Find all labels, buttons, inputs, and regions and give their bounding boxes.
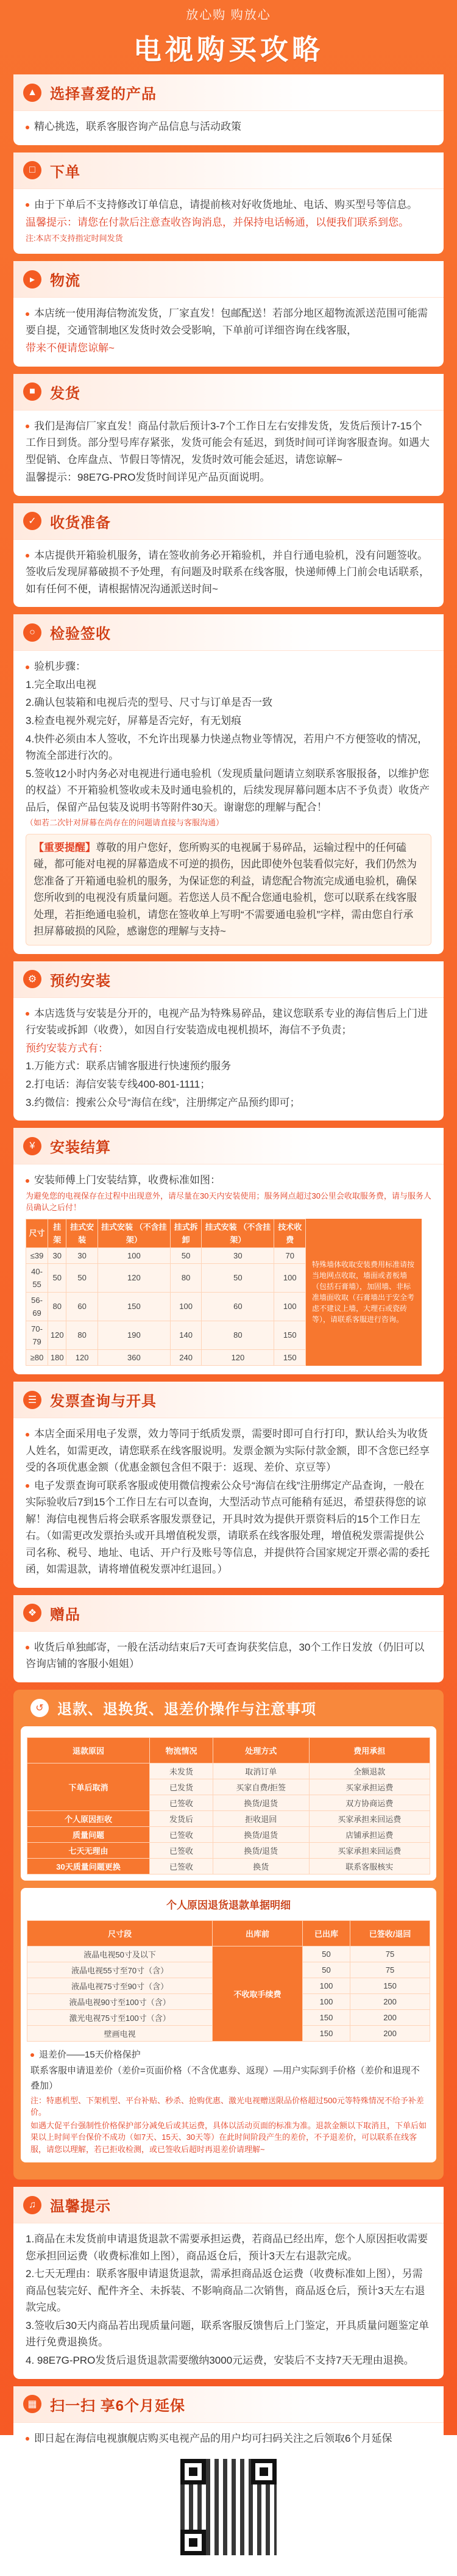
table-cell: 120 xyxy=(48,1321,66,1349)
table-cell: 70-79 xyxy=(26,1321,48,1349)
section-title-receive xyxy=(13,503,444,540)
table-cell: 激光电视75寸至100寸（含） xyxy=(27,2009,213,2025)
table-cell: 240 xyxy=(170,1350,202,1366)
table-cell: 已签收 xyxy=(150,1795,213,1810)
inspect-step: 1.完全取出电视 xyxy=(26,678,97,691)
magnifier-icon: ○ xyxy=(23,623,41,642)
cart-icon: □ xyxy=(23,161,41,179)
table-row xyxy=(27,1763,430,1779)
table-cell: 150 xyxy=(302,2025,350,2041)
section-order xyxy=(13,152,444,254)
bell-icon: ♫ xyxy=(23,2196,41,2214)
section-inspect xyxy=(13,614,444,953)
section-invoice xyxy=(13,1382,444,1588)
section-heading: 发票查询与开具 xyxy=(50,1393,157,1410)
section-heading: 物流 xyxy=(50,273,80,290)
section-text: 本店统一使用海信物流发货，厂家直发！包邮配送！若部分地区超物流派送范围可能需要自提，交通管制地区发货时效会受影响，下单前可详细咨询在线客服， xyxy=(26,305,431,339)
table-cell: ≥80 xyxy=(26,1350,48,1366)
table-cell: 100 xyxy=(302,1993,350,2009)
logistics-note: 带来不便请您谅解~ xyxy=(26,342,115,354)
section-heading: 赠品 xyxy=(50,1606,80,1623)
table-header: 已签收/退回 xyxy=(350,1920,430,1946)
inspect-note: （如若二次针对屏幕在尚存在的问题请直接与客服沟通） xyxy=(26,818,224,828)
section-text: 精心挑选，联系客服咨询产品信息与活动政策 xyxy=(26,118,431,135)
table-row xyxy=(27,1858,430,1874)
section-text: 收货后单独邮寄，一般在活动结束后7天可查询获奖信息，30个工作日发放（仍旧可以咨询店铺的客服小姐姐） xyxy=(26,1639,431,1673)
refund-icon: ↺ xyxy=(30,1699,49,1717)
table-row xyxy=(26,1292,306,1321)
table-cell: 100 xyxy=(170,1292,202,1321)
table-cell: 已签收 xyxy=(150,1842,213,1858)
table-header: 物流情况 xyxy=(150,1737,213,1763)
table-cell: 30 xyxy=(66,1247,98,1263)
table-cell: 买家承担来回运费 xyxy=(309,1842,430,1858)
section-heading: 检验签收 xyxy=(50,626,111,643)
table-header: 处理方式 xyxy=(213,1737,309,1763)
table-cell: 换货 xyxy=(213,1858,309,1874)
table-cell: 150 xyxy=(274,1350,306,1366)
table-cell: 30 xyxy=(48,1247,66,1263)
table-cell: 液晶电视50寸及以下 xyxy=(27,1946,213,1962)
section-heading: 温馨提示 xyxy=(50,2198,111,2215)
section-heading: 选择喜爱的产品 xyxy=(50,86,157,102)
inspect-step: 4.快件必须由本人签收，不允许出现暴力快递点物业等情况，若用户不方便签收的情况，物流全部进行次的。 xyxy=(26,733,428,762)
section-heading: 退款、退换货、退差价操作与注意事项 xyxy=(57,1701,316,1718)
table-cell: 七天无理由 xyxy=(27,1842,150,1858)
table-cell: 100 xyxy=(97,1247,170,1263)
table-row xyxy=(27,1842,430,1858)
section-shipping xyxy=(13,374,444,496)
section-refund xyxy=(13,1690,444,2180)
inspect-step: 3.检查电视外观完好，屏幕是否完好，有无划痕 xyxy=(26,715,242,727)
table-cell: 60 xyxy=(202,1292,274,1321)
no-fee-cell: 不收取手续费 xyxy=(213,1946,303,2041)
table-row xyxy=(27,1826,430,1842)
table-cell: 50 xyxy=(302,1962,350,1978)
important-reminder xyxy=(26,834,431,945)
table-cell: 40-55 xyxy=(26,1263,48,1292)
refund-table-card xyxy=(21,1726,436,1881)
table-header: 已出库 xyxy=(302,1920,350,1946)
section-title-invoice xyxy=(13,1382,444,1418)
table-cell: 120 xyxy=(66,1350,98,1366)
table-header: 技术收费 xyxy=(274,1219,306,1247)
table-header: 出库前 xyxy=(213,1920,303,1946)
section-text: 由于下单后不支持修改订单信息，请提前核对好收货地址、电话、购买型号等信息。 xyxy=(26,196,431,213)
section-install xyxy=(13,961,444,1121)
table-cell: 80 xyxy=(66,1321,98,1349)
important-label: 【重要提醒】 xyxy=(34,841,96,853)
table-cell: 全额退款 xyxy=(309,1763,430,1779)
table-cell: 拒收退回 xyxy=(213,1810,309,1826)
section-title-order xyxy=(13,152,444,189)
table-cell: ≤39 xyxy=(26,1247,48,1263)
table-row xyxy=(27,1946,430,1962)
table-cell: 120 xyxy=(202,1350,274,1366)
section-text: 安装师傅上门安装结算，收费标准如图： xyxy=(26,1172,431,1189)
section-title-refund xyxy=(21,1690,436,1726)
section-fees xyxy=(13,1128,444,1374)
section-title-scan xyxy=(13,2386,444,2423)
table-cell: 150 xyxy=(350,1978,430,1993)
table-cell: 60 xyxy=(66,1292,98,1321)
table-cell: 50 xyxy=(66,1263,98,1292)
section-gift xyxy=(13,1595,444,1682)
table-cell: 液晶电视55寸至70寸（含） xyxy=(27,1962,213,1978)
install-method: 3.约微信：搜索公众号“海信在线”，注册绑定产品预约即可； xyxy=(26,1096,300,1108)
warm-item: 4. 98E7G-PRO发货后退货退款需要缴纳3000元运费，安装后不支持7天无理由退换。 xyxy=(26,2355,414,2367)
install-method: 1.万能方式：联系店铺客服进行快速预约服务 xyxy=(26,1060,232,1072)
section-heading: 安装结算 xyxy=(50,1139,111,1157)
table-cell: 100 xyxy=(302,1978,350,1993)
table-cell: 190 xyxy=(97,1321,170,1349)
page-title: 电视购买攻略 xyxy=(133,34,324,65)
table-header: 挂式安装 xyxy=(66,1219,98,1247)
page-subtitle: 放心购 购放心 xyxy=(186,9,271,22)
table-cell: 80 xyxy=(202,1321,274,1349)
table-cell: 80 xyxy=(170,1263,202,1292)
table-row xyxy=(26,1263,306,1292)
section-title-fees xyxy=(13,1128,444,1164)
order-tip: 温馨提示：请您在付款后注意查收咨询消息，并保持电话畅通，以便我们联系到您。 xyxy=(26,217,409,229)
table-cell: 买家自费/拒签 xyxy=(213,1779,309,1795)
table-row xyxy=(27,1810,430,1826)
table-cell: 未发货 xyxy=(150,1763,213,1779)
money-icon: ¥ xyxy=(23,1137,41,1155)
table-cell: 50 xyxy=(170,1247,202,1263)
section-heading: 发货 xyxy=(50,385,80,402)
warm-item: 1.商品在未发货前申请退货退款不需要承担运费，若商品已经出库，您个人原因拒收需要您承担回运费（收费标准如上图），商品返仓后，预计3天左右退款完成。 xyxy=(26,2233,428,2262)
table-cell: 50 xyxy=(302,1946,350,1962)
table-header: 尺寸段 xyxy=(27,1920,213,1946)
fees-side-note: 特殊墙体收取安装费用标准请按当地网点收取，墙面或者板墙（包括石膏墙），加固墙、非标准墙面收取（石膏墙出于安全考虑不建议上墙，大理石或瓷砖等），请联系客服进行咨询。 xyxy=(306,1219,422,1366)
table-cell: 100 xyxy=(274,1263,306,1292)
thumbs-up-icon: ▲ xyxy=(23,84,41,102)
section-heading: 收货准备 xyxy=(50,514,111,531)
receive-icon: ✓ xyxy=(23,512,41,530)
table-row xyxy=(26,1247,306,1263)
section-text: 我们是海信厂家直发！商品付款后预计3-7个工作日左右安排发货，发货后预计7-15个工作日到货。部分型号库存紧张，发货可能会有延迟，到货时间可详询客服查询。如遇大型促销、仓库盘点、节假日等情况，发货时效可能会延迟，请您谅解~ xyxy=(26,418,431,468)
table-cell: 买家承担来回运费 xyxy=(309,1810,430,1826)
diff-title: 退差价——15天价格保护 xyxy=(30,2048,427,2062)
table-cell: 联系客服核实 xyxy=(309,1858,430,1874)
section-title-install xyxy=(13,961,444,998)
diff-note: 注：特惠机型、下架机型、平台补贴、秒杀、抢购优惠、激光电视赠送限品价格超过500元等特殊情况不给予补差价。 xyxy=(30,2095,424,2117)
table-header: 挂式安装 （不含挂架） xyxy=(97,1219,170,1247)
table-cell: 已发货 xyxy=(150,1779,213,1795)
table-cell: 75 xyxy=(350,1946,430,1962)
table-cell: 150 xyxy=(302,2009,350,2025)
section-title-logistics xyxy=(13,261,444,298)
table-header: 退款原因 xyxy=(27,1737,150,1763)
table-cell: 50 xyxy=(202,1263,274,1292)
section-heading: 预约安装 xyxy=(50,972,111,989)
section-scan xyxy=(13,2386,444,2576)
section-text: 即日起在海信电视旗舰店购买电视产品的用户均可扫码关注之后领取6个月延保 xyxy=(26,2430,431,2447)
table-cell: 下单后取消 xyxy=(27,1763,150,1810)
diff-note: 如遇大促平台强制性价格保护部分减免后或其运费，具体以活动页面的标准为准。退款金额以下取消且，下单后如果以上时间平台保价不成功（如7天、15天、30天等）在此时间阶段产生的差价，不予退差价，可以联系在线客服，请您以理解，若已拒收检测，或已签收后超时再退差价请理解~ xyxy=(30,2120,427,2154)
warm-item: 2.七天无理由：联系客服申请退货退款，需承担商品返仓运费（收费标准如上图），另需商品包装完好、配件齐全、未拆装、不影响商品二次销售，商品返仓后，预计3天左右退款完成。 xyxy=(26,2268,425,2314)
table-cell: 140 xyxy=(170,1321,202,1349)
section-text: 电子发票查询可联系客服或使用微信搜索公众号“海信在线”注册绑定产品查询，一般在实际验收后7到15个工作日左右可以查询，大型活动节点可能稍有延迟，希望获得您的谅解！海信电视售后将会联系客服发票登记，开具时效为提供开票资料后的15个工作日左右。（如需更改发票抬头或开具增值税发票，请联系在线客服处理，增值税发票需提供公司名称、税号、地址、电话、开户行及账号等信息，并提供符合国家规定开票必需的委托函，如需退款，请将增值税发票冲红退回。） xyxy=(26,1477,431,1578)
table-header: 费用承担 xyxy=(309,1737,430,1763)
truck-icon: ▸ xyxy=(23,270,41,289)
gift-icon: ❖ xyxy=(23,1604,41,1622)
fees-note: 为避免您的电视保存在过程中出现意外，请尽量在30天内安装使用；服务网点超过30公里会收取服务费，请与服务人员确认之后付！ xyxy=(26,1191,431,1213)
section-title-shipping xyxy=(13,374,444,411)
refund-fee-table xyxy=(27,1920,430,2042)
diff-text: 联系客服申请退差价（差价=页面价格（不含优惠券、返现）—用户实际到手价格（差价和退现不叠加） xyxy=(30,2065,420,2091)
section-text: 本店提供开箱验机服务，请在签收前务必开箱验机，并自行通电验机，没有问题签收。签收后发现屏幕破损不予处理，有问题及时联系在线客服，快递师傅上门前会电话联系，如有任何不便，请根据情况沟通派送时间~ xyxy=(26,547,431,598)
table-cell: 360 xyxy=(97,1350,170,1366)
table-cell: 75 xyxy=(350,1962,430,1978)
table-cell: 已签收 xyxy=(150,1826,213,1842)
table-row xyxy=(26,1350,306,1366)
table-cell: 50 xyxy=(48,1263,66,1292)
table-cell: 双方协商运费 xyxy=(309,1795,430,1810)
table-cell: 180 xyxy=(48,1350,66,1366)
table-cell: 80 xyxy=(48,1292,66,1321)
table-cell: 200 xyxy=(350,2025,430,2041)
table-row xyxy=(26,1321,306,1349)
table-header: 挂式安装 （不含挂架） xyxy=(202,1219,274,1247)
table-cell: 120 xyxy=(97,1263,170,1292)
section-heading: 扫一扫 享6个月延保 xyxy=(50,2397,186,2414)
table-cell: 买家承担运费 xyxy=(309,1779,430,1795)
qr-code[interactable] xyxy=(177,2455,280,2559)
install-method: 2.打电话：海信安装专线400-801-1111； xyxy=(26,1078,211,1090)
table-cell: 100 xyxy=(274,1292,306,1321)
inspect-step: 2.确认包装箱和电视后壳的型号、尺寸与订单是否一致 xyxy=(26,697,273,709)
scan-icon: ▦ xyxy=(23,2395,41,2413)
table-cell: 液晶电视90寸至100寸（含） xyxy=(27,1993,213,2009)
section-receive xyxy=(13,503,444,608)
wrench-icon: ⚙ xyxy=(23,970,41,988)
section-heading: 下单 xyxy=(50,163,80,181)
table-cell: 个人原因拒收 xyxy=(27,1810,150,1826)
section-title-gift xyxy=(13,1595,444,1632)
table-cell: 200 xyxy=(350,2009,430,2025)
table-cell: 店铺承担运费 xyxy=(309,1826,430,1842)
table-header: 挂式拆卸 xyxy=(170,1219,202,1247)
table-cell: 换货/退货 xyxy=(213,1795,309,1810)
table-cell: 56-69 xyxy=(26,1292,48,1321)
table-cell: 质量问题 xyxy=(27,1826,150,1842)
table-cell: 200 xyxy=(350,1993,430,2009)
table-cell: 30天质量问题更换 xyxy=(27,1858,150,1874)
invoice-icon: ☰ xyxy=(23,1391,41,1409)
inspect-step: 5.签收12小时内务必对电视进行通电验机（发现质量问题请立刻联系客服报备，以维护您的权益）不开箱验机签收或未及时通电验机的，后续发现屏幕问题本店不予负责）收货产品后，保留产品包装及说明书等附件30天。谢谢您的理解与配合！ xyxy=(26,767,430,813)
section-text: 本店全面采用电子发票，效力等同于纸质发票，需要时即可自行打印，默认给头为收货人姓名，如需更改，请您联系在线客服说明。发票金额为实际付款金额，即不含您已经享受的各项优惠金额（优惠金额包含但不限于：返现、差价、京豆等） xyxy=(26,1426,431,1476)
section-choose xyxy=(13,74,444,145)
table-cell: 30 xyxy=(202,1247,274,1263)
table-cell: 150 xyxy=(97,1292,170,1321)
refund-fee-card xyxy=(21,1888,436,2162)
table-cell: 取消订单 xyxy=(213,1763,309,1779)
refund-table xyxy=(27,1737,430,1875)
fees-table xyxy=(26,1219,306,1366)
table-cell: 已签收 xyxy=(150,1858,213,1874)
important-text: 尊敬的用户您好，您所购买的电视属于易碎品，运输过程中的任何磕碰，都可能对电视的屏幕造成不可逆的损伤，因此即使外包装看似完好，我们仍然为您准备了开箱通电验机的服务，为保证您的利益，请您配合物流完成通电验机，确保您所收到的电视没有质量问题。若您送人员不配合您通电验机，您可以联系在线客服处理，若拒绝通电验机，请您在签收单上写明“不需要通电验机”字样，需由您自行承担屏幕破损的风险，感谢您的理解与支持~ xyxy=(34,841,417,938)
section-title-inspect xyxy=(13,614,444,651)
section-text: 本店选货与安装是分开的，电视产品为特殊易碎品，建议您联系专业的海信售后上门进行安装或拆卸（收费），如因自行安装造成电视机损坏，海信不予负责； xyxy=(26,1005,431,1039)
order-note: 注:本店不支持指定时间发货 xyxy=(26,233,123,243)
inspect-intro: 验机步骤： xyxy=(26,658,431,675)
table-cell: 70 xyxy=(274,1247,306,1263)
table-cell: 壁画电视 xyxy=(27,2025,213,2041)
table-header: 尺寸 xyxy=(26,1219,48,1247)
section-warm xyxy=(13,2187,444,2378)
warm-item: 3.签收后30天内商品若出现质量问题，联系客服反馈售后上门鉴定，开具质量问题鉴定单进行免费退换货。 xyxy=(26,2319,430,2348)
table-header: 挂架 xyxy=(48,1219,66,1247)
section-logistics xyxy=(13,261,444,367)
section-title-choose xyxy=(13,74,444,111)
page-header xyxy=(13,0,444,74)
refund-fee-title: 个人原因退货退款单据明细 xyxy=(166,1899,291,1911)
table-cell: 换货/退货 xyxy=(213,1826,309,1842)
install-methods-title: 预约安装方式有： xyxy=(26,1042,108,1054)
table-cell: 150 xyxy=(274,1321,306,1349)
table-cell: 发货后 xyxy=(150,1810,213,1826)
table-cell: 液晶电视75寸至90寸（含） xyxy=(27,1978,213,1993)
shipping-tip: 温馨提示：98E7G-PRO发货时间详见产品页面说明。 xyxy=(26,472,271,484)
table-cell: 换货/退货 xyxy=(213,1842,309,1858)
section-title-warm xyxy=(13,2187,444,2223)
box-icon: ■ xyxy=(23,382,41,401)
